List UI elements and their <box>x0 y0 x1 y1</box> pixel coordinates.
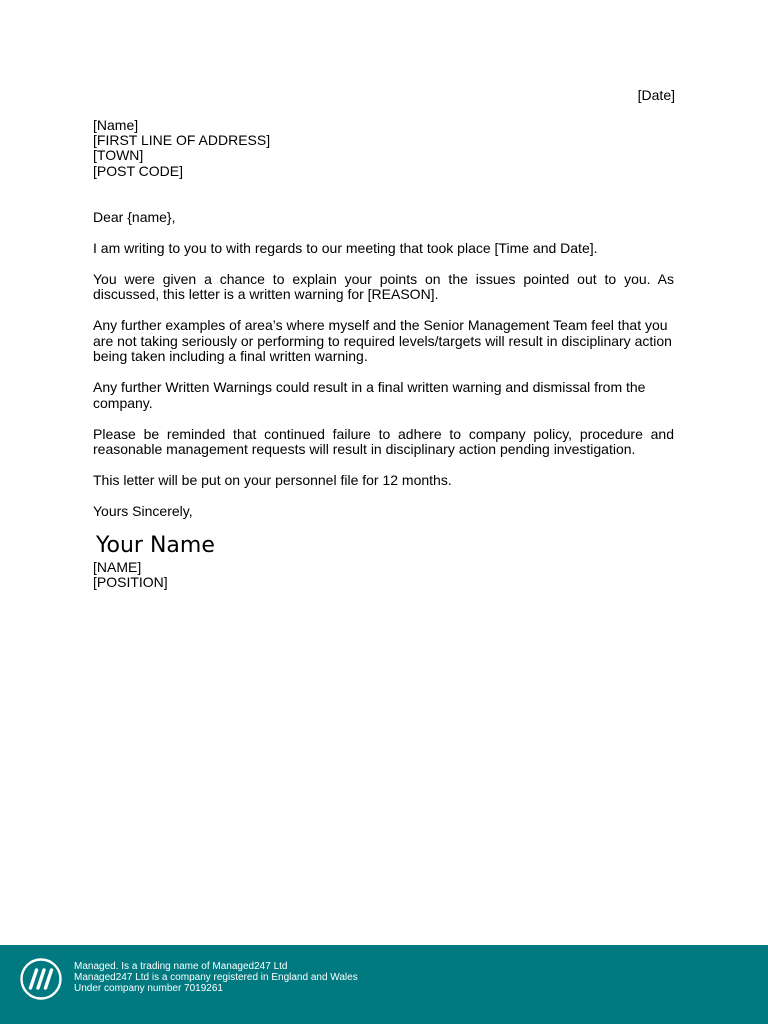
footer-company-info <box>74 961 358 994</box>
paragraph-warning-reason: You were given a chance to explain your points on the issues pointed out to you. As discussed, this letter is a written warning for [REASON]. <box>93 271 674 303</box>
managed-logo-icon <box>20 958 62 1000</box>
sender-position: [POSITION] <box>93 574 168 591</box>
paragraph-further-warnings: Any further Written Warnings could result in a final written warning and dismissal from the company. <box>93 379 646 411</box>
footer-line-company-number: Under company number 7019261 <box>74 983 223 994</box>
footer-line-registration: Managed247 Ltd is a company registered in England and Wales <box>74 972 358 983</box>
sender-name: [NAME] <box>93 559 142 575</box>
letter-body <box>93 210 674 535</box>
closing: Yours Sincerely, <box>93 503 193 520</box>
salutation: Dear {name}, <box>93 209 176 225</box>
signature: Your Name <box>96 533 215 558</box>
footer-bar <box>0 945 768 1024</box>
letter-date: [Date] <box>637 87 675 103</box>
paragraph-further-examples: Any further examples of area’s where myself and the Senior Management Team feel that you are not taking seriously or performing to required levels/targets will result in disciplinary action being taken including a final written warning. <box>93 317 672 365</box>
paragraph-personnel-file: This letter will be put on your personnel file for 12 months. <box>93 472 452 489</box>
paragraph-meeting: I am writing to you to with regards to our meeting that took place [Time and Date]. <box>93 240 598 256</box>
address-line-town: [TOWN] <box>93 147 144 164</box>
address-line-name: [Name] <box>93 117 139 133</box>
sender-details <box>93 560 168 591</box>
footer-line-trading-name: Managed. Is a trading name of Managed247 Ltd <box>74 961 288 972</box>
address-line-postcode: [POST CODE] <box>93 162 183 179</box>
paragraph-policy-reminder: Please be reminded that continued failure to adhere to company policy, procedure and reasonable management requests will result in disciplinary action pending investigation. <box>93 425 674 458</box>
address-line-first: [FIRST LINE OF ADDRESS] <box>93 132 271 149</box>
recipient-address <box>93 118 674 179</box>
